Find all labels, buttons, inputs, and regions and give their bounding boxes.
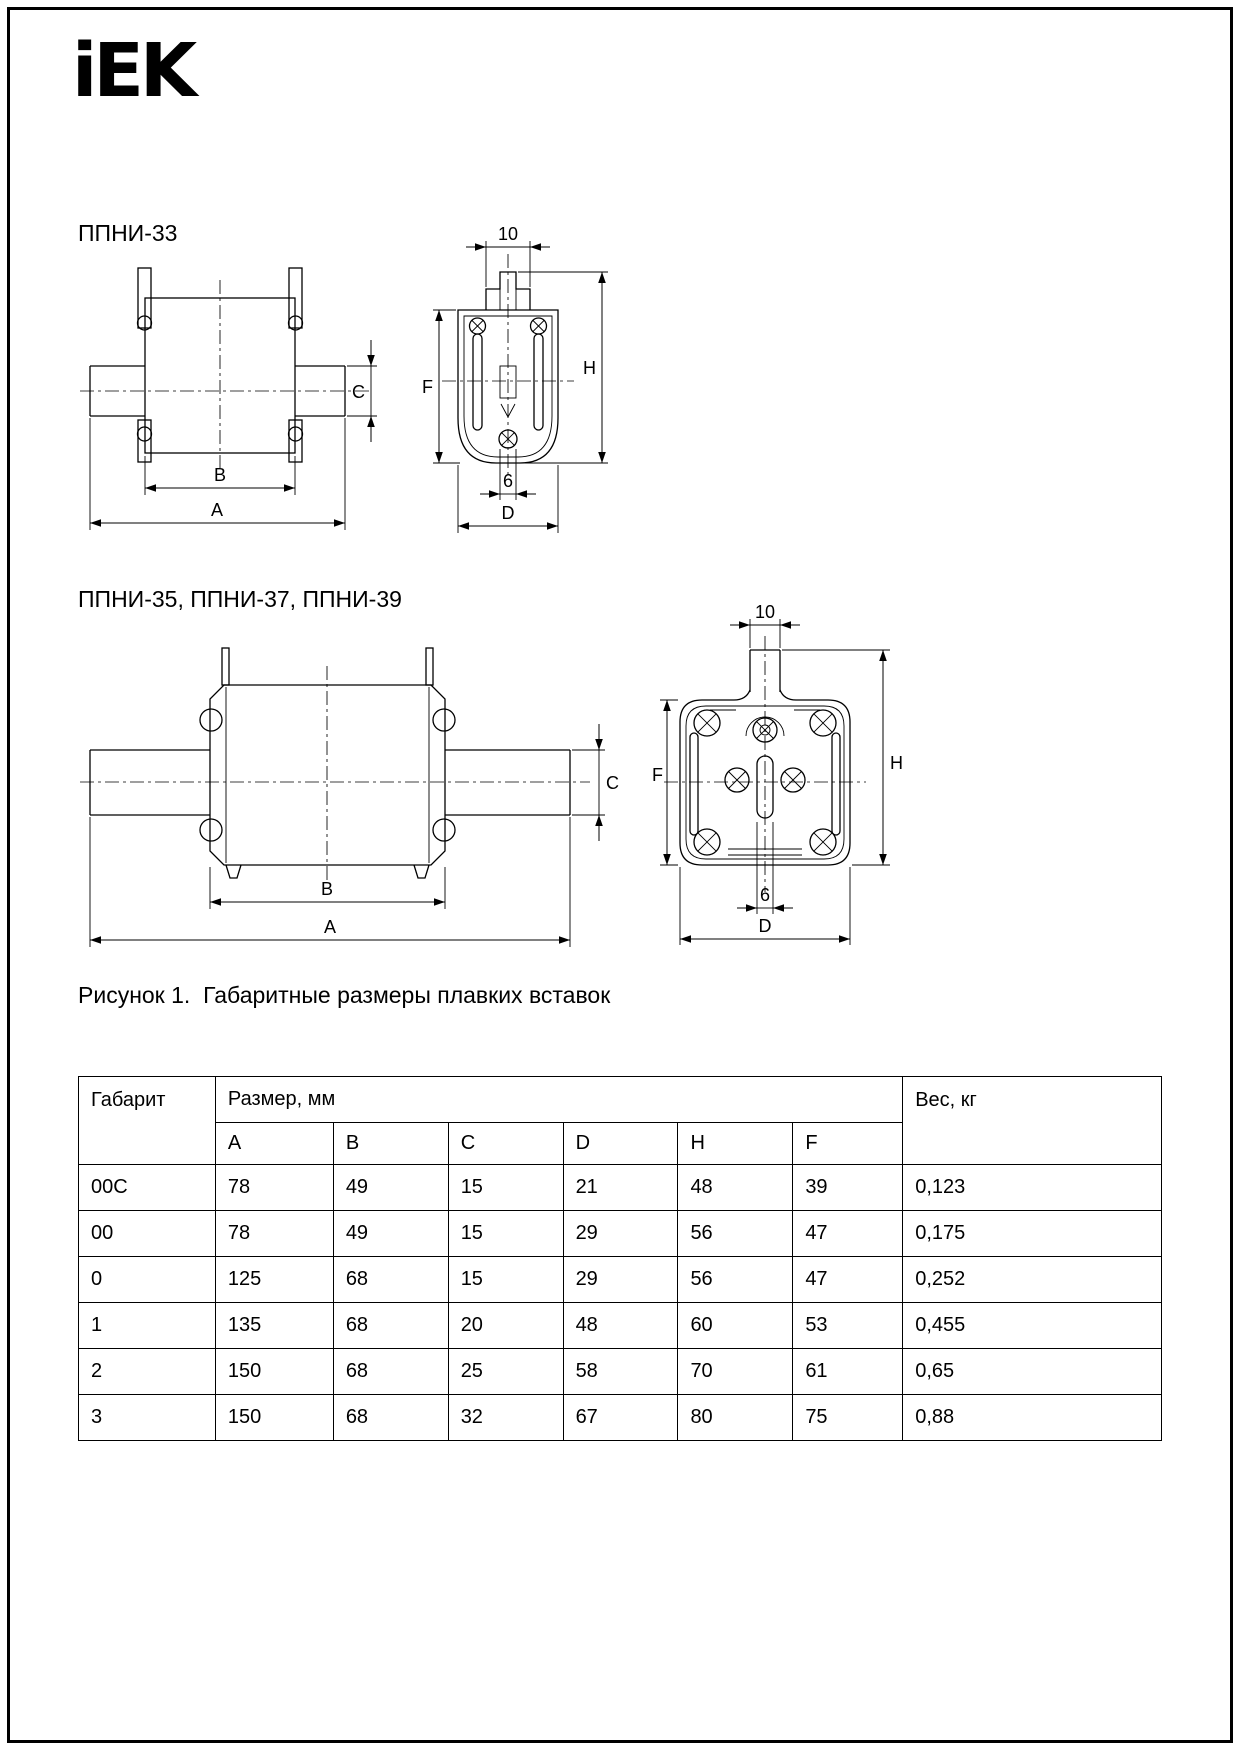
col-header-f: F: [793, 1123, 903, 1165]
col-header-gabarit: Габарит: [79, 1077, 216, 1165]
cell-weight: 0,65: [903, 1349, 1162, 1395]
dimension-d: [680, 867, 850, 945]
dim-label-6: 6: [502, 471, 514, 491]
col-header-weight: Вес, кг: [903, 1077, 1162, 1165]
section-title-ppni-35-37-39: ППНИ-35, ППНИ-37, ППНИ-39: [78, 586, 402, 612]
cell-gabarit: 00: [79, 1211, 216, 1257]
cell-a: 125: [215, 1257, 333, 1303]
cell-c: 25: [448, 1349, 563, 1395]
cell-d: 29: [563, 1211, 678, 1257]
cell-h: 60: [678, 1303, 793, 1349]
cell-weight: 0,175: [903, 1211, 1162, 1257]
cell-f: 47: [793, 1211, 903, 1257]
ppni-35-front-view: [650, 600, 910, 960]
cell-weight: 0,252: [903, 1257, 1162, 1303]
cell-gabarit: 3: [79, 1395, 216, 1441]
col-header-b: B: [333, 1123, 448, 1165]
cell-a: 135: [215, 1303, 333, 1349]
cell-weight: 0,123: [903, 1165, 1162, 1211]
dim-label-h: H: [890, 753, 903, 773]
dim-label-a: A: [323, 917, 337, 937]
cell-weight: 0,88: [903, 1395, 1162, 1441]
dim-label-d: D: [758, 916, 772, 936]
center-lines: [80, 280, 370, 468]
cell-a: 78: [215, 1211, 333, 1257]
dim-label-h: H: [583, 358, 596, 378]
fuse-body: [200, 648, 455, 878]
dim-label-a: A: [210, 500, 224, 520]
dim-label-10: 10: [754, 602, 776, 622]
col-header-size: Размер, мм: [215, 1077, 902, 1123]
center-lines: [80, 666, 590, 884]
cell-gabarit: 0: [79, 1257, 216, 1303]
dimension-b: [210, 867, 445, 909]
cell-a: 150: [215, 1395, 333, 1441]
iek-logo: iEK: [72, 28, 194, 114]
blade-contacts: [90, 750, 570, 815]
cell-b: 68: [333, 1303, 448, 1349]
center-lines: [664, 636, 866, 892]
cell-h: 56: [678, 1257, 793, 1303]
section-title-ppni-33: ППНИ-33: [78, 220, 178, 246]
cell-d: 67: [563, 1395, 678, 1441]
dimension-c: [572, 724, 619, 841]
dimensions-table: [78, 1076, 1162, 1441]
dimension-h: [518, 272, 608, 463]
cell-c: 15: [448, 1211, 563, 1257]
cell-c: 15: [448, 1257, 563, 1303]
table-row: [79, 1303, 1162, 1349]
col-header-a: A: [215, 1123, 333, 1165]
cell-c: 32: [448, 1395, 563, 1441]
table-row: [79, 1349, 1162, 1395]
cell-d: 29: [563, 1257, 678, 1303]
cell-gabarit: 2: [79, 1349, 216, 1395]
dim-label-10: 10: [497, 226, 519, 244]
table-row: [79, 1395, 1162, 1441]
cell-f: 61: [793, 1349, 903, 1395]
cell-d: 48: [563, 1303, 678, 1349]
dim-label-f: F: [422, 377, 433, 397]
cell-f: 47: [793, 1257, 903, 1303]
dim-label-b: B: [320, 879, 334, 899]
table-header-row: [79, 1077, 1162, 1123]
col-header-d: D: [563, 1123, 678, 1165]
cell-d: 58: [563, 1349, 678, 1395]
cell-b: 49: [333, 1211, 448, 1257]
figure-caption: Рисунок 1. Габаритные размеры плавких вставок: [78, 982, 611, 1008]
ppni-33-side-view: [80, 248, 380, 568]
cell-f: 75: [793, 1395, 903, 1441]
cell-c: 20: [448, 1303, 563, 1349]
cell-h: 80: [678, 1395, 793, 1441]
cell-h: 56: [678, 1211, 793, 1257]
cell-b: 68: [333, 1257, 448, 1303]
cell-d: 21: [563, 1165, 678, 1211]
cell-a: 78: [215, 1165, 333, 1211]
cell-gabarit: 1: [79, 1303, 216, 1349]
cell-h: 70: [678, 1349, 793, 1395]
dim-label-f: F: [652, 765, 663, 785]
dimension-c: [347, 340, 377, 442]
dim-label-b: B: [213, 465, 227, 485]
cell-c: 15: [448, 1165, 563, 1211]
cell-b: 68: [333, 1349, 448, 1395]
ppni-33-front-view: [420, 226, 640, 561]
dimension-f: [422, 310, 460, 463]
dim-label-c: C: [352, 382, 365, 402]
col-header-c: C: [448, 1123, 563, 1165]
cell-gabarit: 00C: [79, 1165, 216, 1211]
table-row: [79, 1211, 1162, 1257]
col-header-h: H: [678, 1123, 793, 1165]
dim-label-6: 6: [759, 885, 771, 905]
table-row: [79, 1165, 1162, 1211]
cell-f: 39: [793, 1165, 903, 1211]
cell-a: 150: [215, 1349, 333, 1395]
ppni-35-side-view: [80, 640, 620, 960]
table-row: [79, 1257, 1162, 1303]
cell-b: 49: [333, 1165, 448, 1211]
cell-f: 53: [793, 1303, 903, 1349]
cell-weight: 0,455: [903, 1303, 1162, 1349]
dimension-f: [652, 700, 678, 865]
dimension-h: [782, 650, 903, 865]
dim-label-c: C: [606, 773, 619, 793]
cell-b: 68: [333, 1395, 448, 1441]
cell-h: 48: [678, 1165, 793, 1211]
dim-label-d: D: [501, 503, 515, 523]
